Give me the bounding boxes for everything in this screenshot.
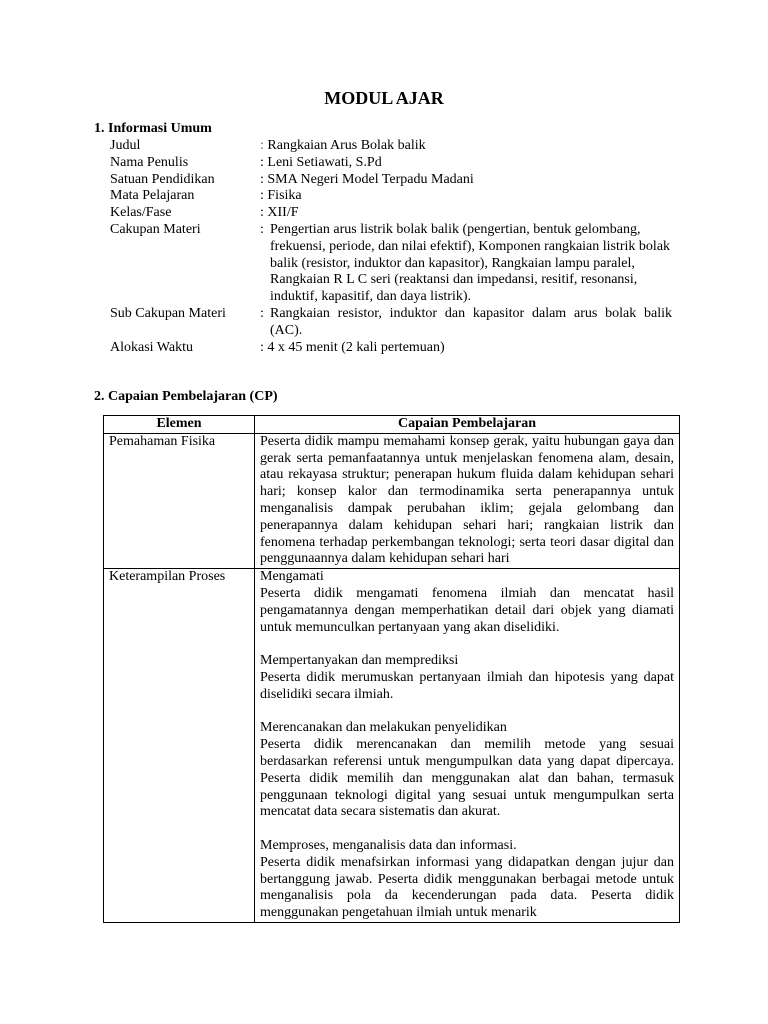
- info-row-cakupan-materi: [110, 222, 672, 306]
- info-value: [260, 138, 672, 155]
- block-spacer: [260, 636, 674, 653]
- info-value-text: Rangkaian Arus Bolak balik: [263, 138, 426, 153]
- block-title: Mempertanyakan dan memprediksi: [260, 653, 459, 669]
- table-row-keterampilan-proses: [104, 569, 680, 923]
- info-colon: :: [260, 154, 264, 170]
- info-row-judul: [110, 138, 672, 155]
- info-label: Alokasi Waktu: [110, 339, 193, 355]
- info-row-sub-cakupan-materi: [110, 306, 672, 340]
- info-label: Satuan Pendidikan: [110, 171, 215, 187]
- column-header-capaian: Capaian Pembelajaran: [255, 416, 680, 434]
- info-colon: :: [260, 305, 264, 321]
- block-spacer: [260, 704, 674, 721]
- info-row-satuan-pendidikan: [110, 172, 672, 189]
- info-value-text: SMA Negeri Model Terpadu Madani: [263, 171, 474, 187]
- cp-table: [103, 415, 680, 923]
- info-row-nama-penulis: [110, 155, 672, 172]
- info-row-alokasi-waktu: [110, 340, 672, 357]
- block-title: Merencanakan dan melakukan penyelidikan: [260, 720, 507, 736]
- info-value-text: Fisika: [263, 188, 302, 204]
- info-value: [260, 340, 672, 357]
- info-colon: :: [260, 171, 264, 187]
- info-value-text: Leni Setiawati, S.Pd: [263, 154, 382, 170]
- info-label: Judul: [110, 138, 141, 153]
- info-colon: :: [260, 221, 264, 237]
- document-title: MODUL AJAR: [324, 88, 444, 108]
- info-value: [260, 306, 672, 340]
- info-value: [260, 188, 672, 205]
- general-info-list: [110, 138, 672, 356]
- info-row-kelas-fase: [110, 205, 672, 222]
- block-title: Memproses, menganalisis data dan informasi.: [260, 837, 517, 853]
- element-cell: Pemahaman Fisika: [104, 433, 255, 568]
- info-value: [260, 222, 672, 306]
- info-value-text: Rangkaian resistor, induktor dan kapasitor dalam arus bolak balik (AC).: [270, 305, 672, 338]
- section-heading-capaian-pembelajaran: 2. Capaian Pembelajaran (CP): [94, 389, 278, 404]
- info-value-text: 4 x 45 menit (2 kali pertemuan): [263, 339, 445, 355]
- info-colon: :: [260, 188, 264, 204]
- table-header-row: [104, 416, 680, 434]
- info-row-mata-pelajaran: [110, 188, 672, 205]
- table-row-pemahaman-fisika: [104, 433, 680, 568]
- block-spacer: [260, 821, 674, 838]
- cp-cell: [255, 569, 680, 923]
- info-colon: :: [260, 205, 264, 221]
- info-value: [260, 155, 672, 172]
- info-label: Sub Cakupan Materi: [110, 305, 226, 321]
- block-text: Peserta didik menafsirkan informasi yang didapatkan dengan jujur dan bertanggung jawab. Peserta didik menggunakan berbagai metode untuk menganalisis pola da kecenderungan pada data. Peserta didik menggunakan pengetahuan ilmiah untuk menarik: [260, 854, 674, 921]
- info-value-text: Pengertian arus listrik bolak balik (pengertian, bentuk gelombang, frekuensi, periode, dan nilai efektif), Komponen rangkaian listrik bolak balik (resistor, induktor dan kapasitor), Rangkaian lampu paralel, Rangkaian R L C seri (reaktansi dan impedansi, resitif, resonansi, induktif, kapasitif, dan daya listrik).: [270, 221, 671, 305]
- column-header-elemen: Elemen: [104, 416, 255, 434]
- section-heading-informasi-umum: 1. Informasi Umum: [94, 121, 212, 136]
- info-value: [260, 172, 672, 189]
- block-text: Peserta didik merencanakan dan memilih metode yang sesuai berdasarkan referensi untuk mengumpulkan data yang dapat dipercaya. Peserta didik memilih dan menggunakan alat dan bahan, termasuk penggunaan teknologi digital yang sesuai untuk mengumpulkan serta mencatat data secara sistematis dan akurat.: [260, 737, 674, 820]
- info-label: Mata Pelajaran: [110, 188, 195, 204]
- info-label: Kelas/Fase: [110, 205, 172, 221]
- cp-cell: Peserta didik mampu memahami konsep gerak, yaitu hubungan gaya dan gerak serta pemanfaatannya untuk menjelaskan fenomena alam, desain, atau rekayasa struktur; penerapan hukum fluida dalam kehidupan sehari hari; konsep kalor dan termodinamika serta penerapannya untuk menganalisis dampak perubahan iklim; gejala gelombang dan penerapannya dalam kehidupan sehari hari; rangkaian listrik dan fenomena terhadap perkembangan teknologi; serta teori dasar digital dan penggunaannya dalam kehidupan sehari hari: [255, 433, 680, 568]
- block-title: Mengamati: [260, 569, 324, 585]
- info-label: Nama Penulis: [110, 154, 189, 170]
- info-value: [260, 205, 672, 222]
- block-text: Peserta didik mengamati fenomena ilmiah dan mencatat hasil pengamatannya dengan memperhatikan detail dari objek yang diamati untuk memunculkan pertanyaan yang akan diselidiki.: [260, 585, 674, 635]
- element-cell: Keterampilan Proses: [104, 569, 255, 923]
- info-value-text: XII/F: [263, 205, 299, 221]
- info-colon: :: [260, 339, 264, 355]
- block-text: Peserta didik merumuskan pertanyaan ilmiah dan hipotesis yang dapat diselidiki secara ilmiah.: [260, 669, 674, 702]
- info-label: Cakupan Materi: [110, 221, 201, 237]
- info-colon: :: [260, 138, 264, 153]
